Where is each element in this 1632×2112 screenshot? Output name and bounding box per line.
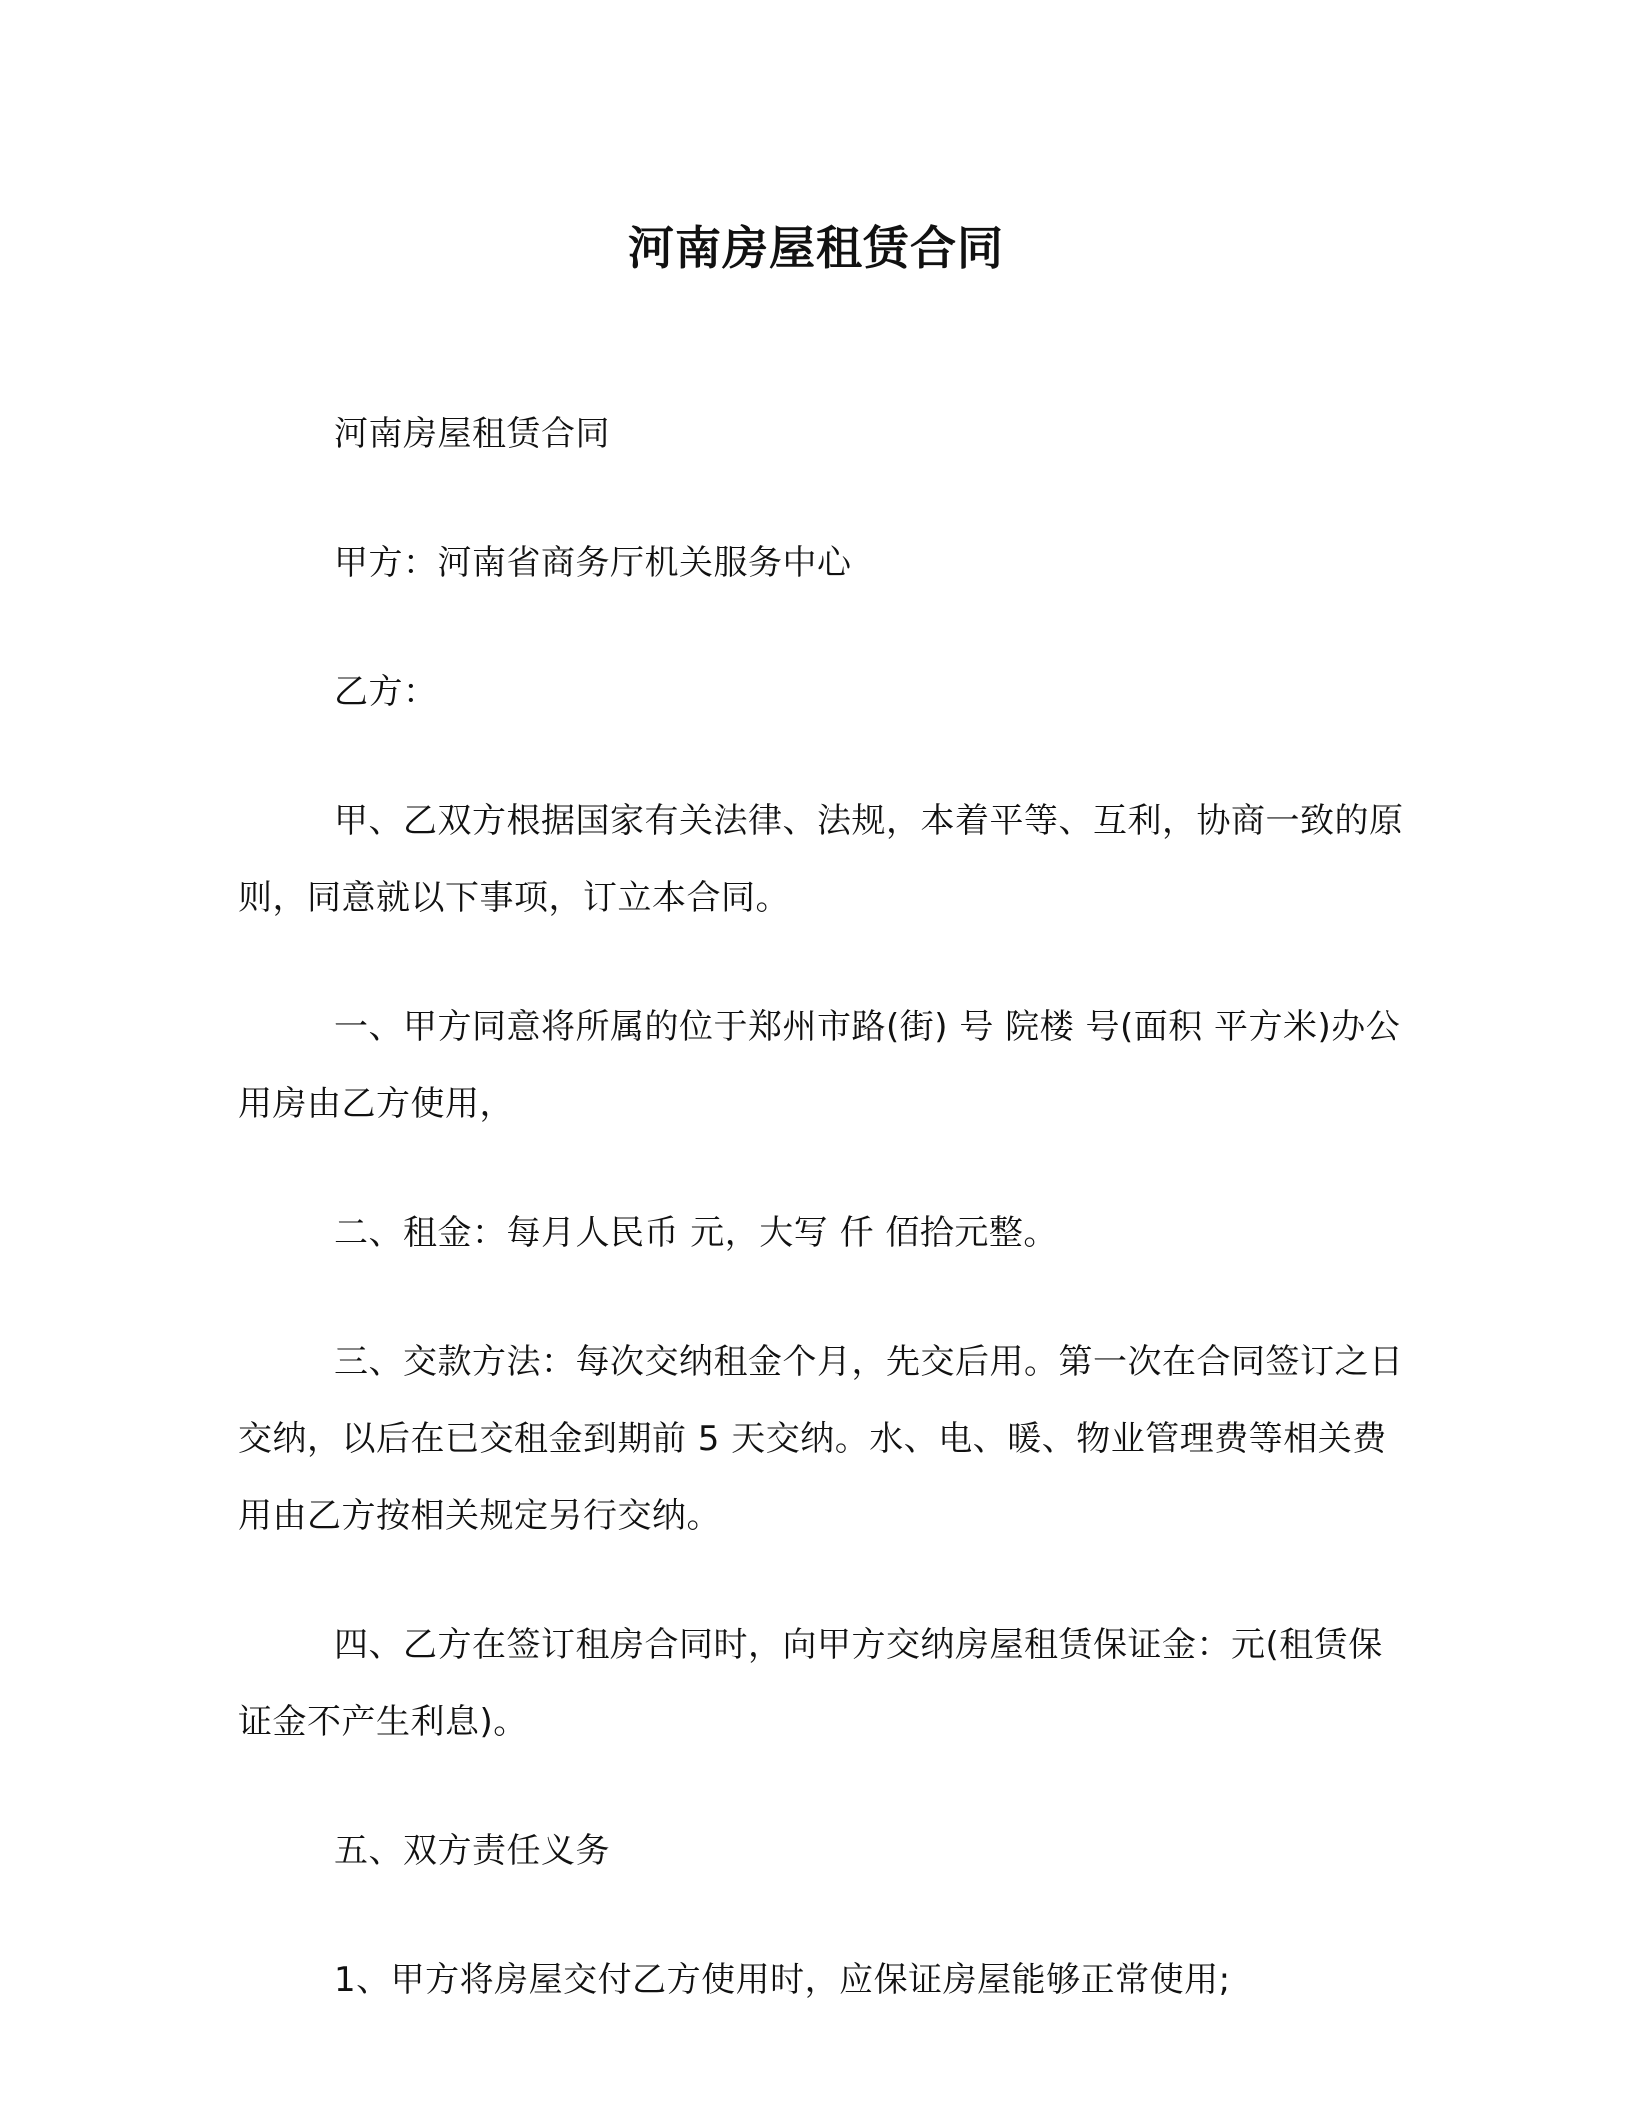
paragraph-clause-1: 一、甲方同意将所属的位于郑州市路(街) 号 院楼 号(面积 平方米)办公用房由乙方使用， xyxy=(238,1007,1401,1124)
paragraph-clause-2: 二、租金：每月人民币 元，大写 仟 佰拾元整。 xyxy=(334,1213,1058,1253)
document-body xyxy=(238,396,1404,2071)
paragraph-party-a: 甲方：河南省商务厅机关服务中心 xyxy=(334,543,852,583)
paragraph-clause-5-1: 1、甲方将房屋交付乙方使用时，应保证房屋能够正常使用; xyxy=(334,1960,1231,2000)
paragraph-clause-3: 三、交款方法：每次交纳租金个月，先交后用。第一次在合同签订之日交纳，以后在已交租金到期前 5 天交纳。水、电、暖、物业管理费等相关费用由乙方按相关规定另行交纳。 xyxy=(238,1342,1404,1536)
paragraph-heading: 河南房屋租赁合同 xyxy=(334,414,610,454)
document-title: 河南房屋租赁合同 xyxy=(628,221,1004,275)
paragraph-party-b: 乙方： xyxy=(334,672,438,712)
paragraph-clause-5: 五、双方责任义务 xyxy=(334,1831,610,1871)
paragraph-clause-4: 四、乙方在签订租房合同时，向甲方交纳房屋租赁保证金：元(租赁保证金不产生利息)。 xyxy=(238,1625,1383,1742)
paragraph-preamble: 甲、乙双方根据国家有关法律、法规，本着平等、互利，协商一致的原则，同意就以下事项，订立本合同。 xyxy=(238,801,1404,918)
